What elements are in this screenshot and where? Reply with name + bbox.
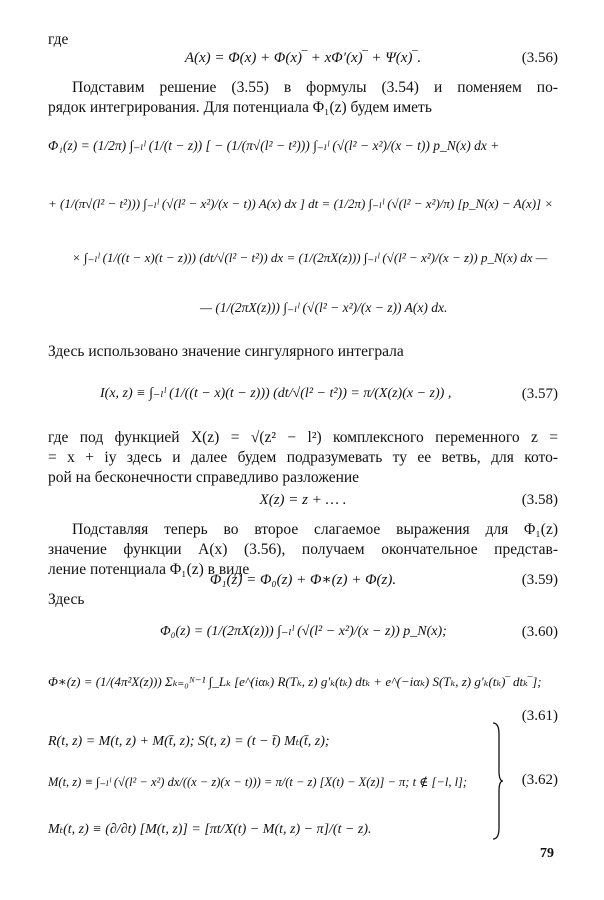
page-number: 79 bbox=[540, 846, 554, 861]
word-zdes: Здесь bbox=[48, 591, 85, 608]
equation-3-56: A(x) = Φ(x) + Φ(x)‾ + xΦ′(x)‾ + Ψ(x)‾. bbox=[184, 50, 422, 66]
equation-phi1-line-3: × ∫₋ₗˡ (1/((t − x)(t − z))) (dt/√(l² − t²)) dx = (1/(2πX(z))) ∫₋ₗˡ (√(l² − x²)/(x − z)) p_N(x) dx — bbox=[72, 250, 548, 265]
equation-number-3-60: (3.60) bbox=[521, 624, 558, 640]
paragraph-2: Здесь использовано значение сингулярного интеграла bbox=[48, 343, 404, 360]
equation-3-59: Φ₁(z) = Φ₀(z) + Φ∗(z) + Φ(z). bbox=[209, 572, 397, 588]
equation-phi1-line-2: + (1/(π√(l² − t²))) ∫₋ₗˡ (√(l² − x²)/(x − t)) A(x) dx ] dt = (1/2π) ∫₋ₗˡ (√(l² − x²)/π) [p_N(x) − A(x)] × bbox=[48, 196, 554, 211]
paragraph-4-line-2: значение функции A(x) (3.56), получаем окончательное представ- bbox=[48, 541, 558, 558]
paragraph-1-line-2: рядок интегрирования. Для потенциала Φ₁(z) будем иметь bbox=[48, 99, 432, 116]
paragraph-4-line-3: ление потенциала Φ₁(z) в виде bbox=[48, 561, 250, 578]
paragraph-3-line-3: рой на бесконечности справедливо разложение bbox=[48, 469, 360, 486]
equation-phi1-line-1: Φ₁(z) = (1/2π) ∫₋ₗˡ (1/(t − z)) [ − (1/(π√(l² − t²))) ∫₋ₗˡ (√(l² − x²)/(x − t)) p_N(x) dx + bbox=[48, 138, 500, 153]
equation-3-62-line-2: M(t, z) ≡ ∫₋ₗˡ (√(l² − x²) dx/((x − z)(x − t))) = π/(t − z) [X(t) − X(z)] − π; t ∉ [−l, l]; bbox=[48, 775, 468, 789]
equation-number-3-57: (3.57) bbox=[521, 386, 558, 402]
equation-phi1-line-4: — (1/(2πX(z))) ∫₋ₗˡ (√(l² − x²)/(x − z)) A(x) dx. bbox=[200, 300, 448, 315]
equation-number-3-58: (3.58) bbox=[521, 492, 558, 508]
paragraph-1-line-1: Подставим решение (3.55) в формулы (3.54) и поменяем по- bbox=[72, 79, 558, 96]
equation-3-61: Φ∗(z) = (1/(4π²X(z))) Σₖ₌₀ᴺ⁻¹ ∫_Lₖ [e^(iαₖ) R(Tₖ, z) g′ₖ(tₖ) dtₖ + e^(−iαₖ) S(Tₖ, z) g′ₖ(tₖ)‾ dtₖ‾]; bbox=[48, 674, 542, 689]
paragraph-4-line-1: Подставляя теперь во второе слагаемое выражения для Φ₁(z) bbox=[72, 521, 558, 538]
equation-number-3-61: (3.61) bbox=[521, 708, 558, 724]
equation-3-62-line-3: Mₜ(t, z) ≡ (∂/∂t) [M(t, z)] = [πt/X(t) − M(t, z) − π]/(t − z). bbox=[48, 822, 372, 837]
equation-3-57: I(x, z) ≡ ∫₋ₗˡ (1/((t − x)(t − z))) (dt/√(l² − t²)) = π/(X(z)(x − z)) , bbox=[100, 386, 452, 401]
word-gde: где bbox=[48, 31, 69, 48]
equation-number-3-59: (3.59) bbox=[521, 572, 558, 588]
paragraph-3-line-2: = x + iy здесь и далее будем подразумевать ту ее ветвь, для кото- bbox=[48, 449, 558, 466]
paragraph-3-line-1: где под функцией X(z) = √(z² − l²) комплексного переменного z = bbox=[48, 429, 558, 446]
equation-3-58: X(z) = z + … . bbox=[259, 492, 347, 508]
right-brace-icon bbox=[492, 722, 504, 840]
equation-3-60: Φ₀(z) = (1/(2πX(z))) ∫₋ₗˡ (√(l² − x²)/(x − z)) p_N(x); bbox=[160, 624, 447, 639]
equation-number-3-56: (3.56) bbox=[521, 50, 558, 66]
equation-3-62-line-1: R(t, z) = M(t, z) + M(t̄, z); S(t, z) = (t − t̄) Mₜ(t̄, z); bbox=[48, 734, 330, 749]
equation-number-3-62: (3.62) bbox=[521, 772, 558, 788]
